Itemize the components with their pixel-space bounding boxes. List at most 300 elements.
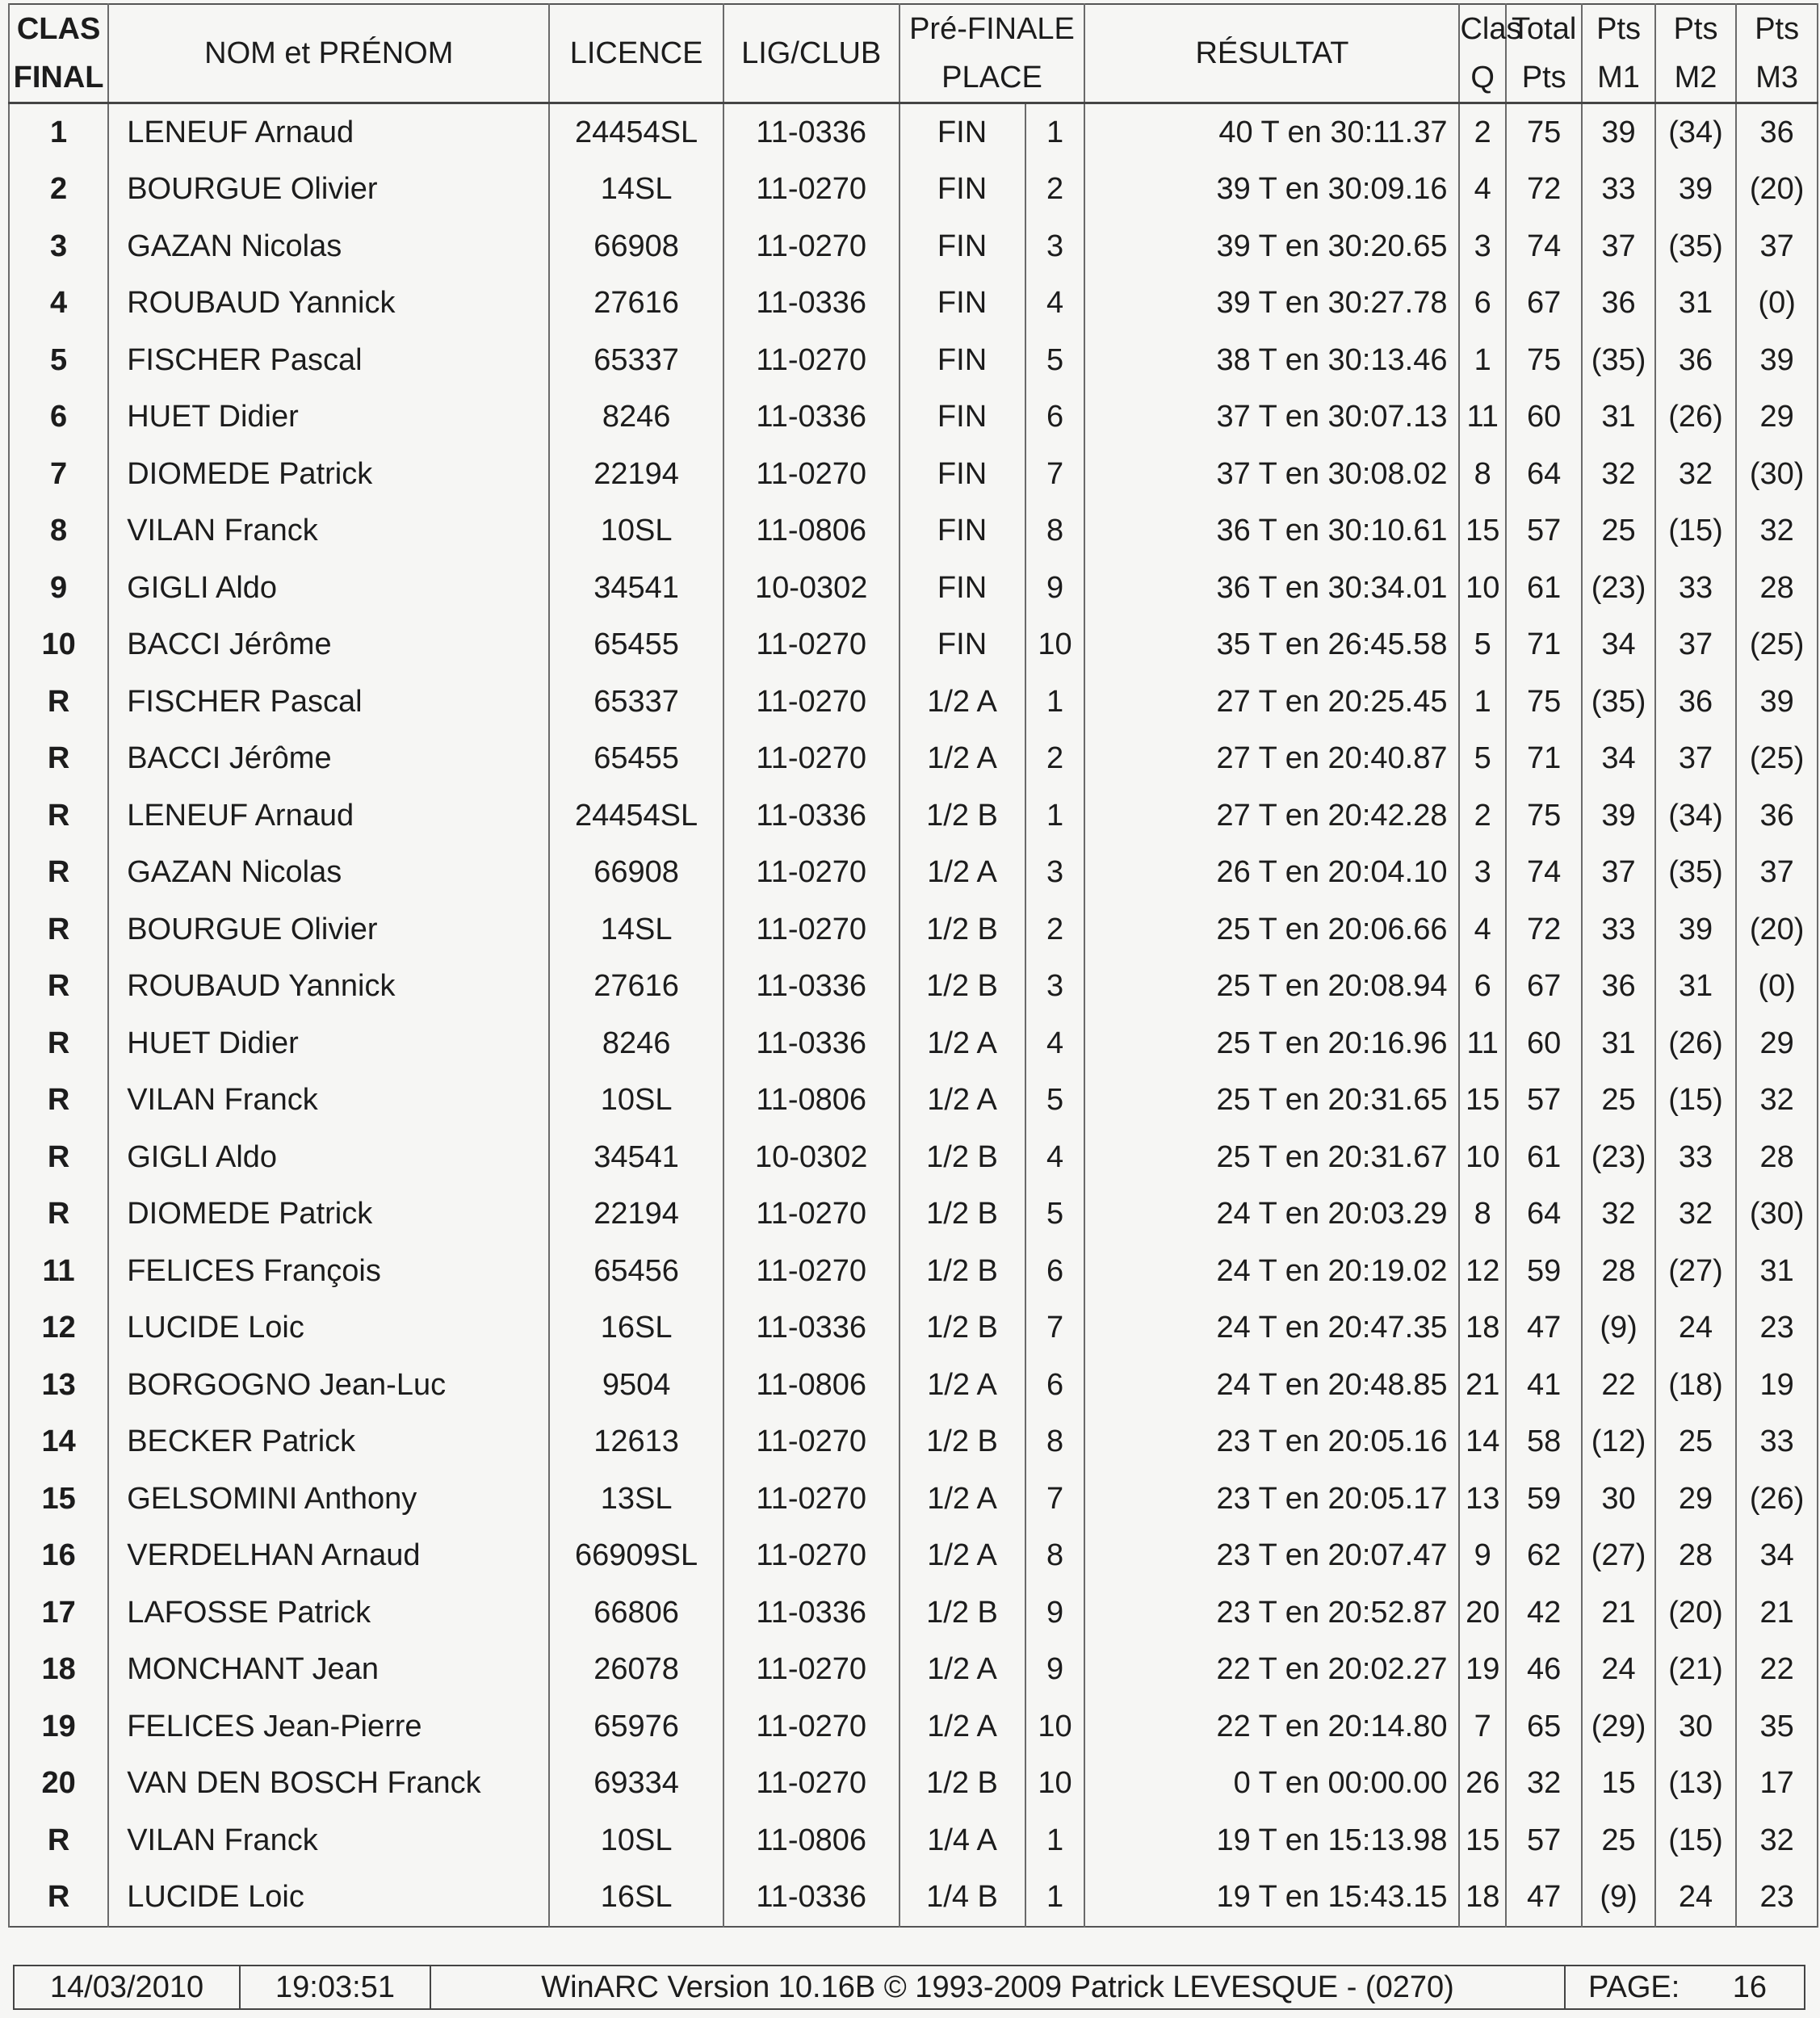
cell-pts-m2: (27) [1655,1243,1737,1300]
table-row [9,1812,1818,1869]
cell-club: 11-0336 [723,1300,900,1357]
cell-result: 23 T en 20:05.17 [1084,1470,1459,1528]
cell-pts-m1: (23) [1582,1129,1654,1186]
table-row [9,103,1818,162]
cell-name: LAFOSSE Patrick [108,1584,549,1642]
cell-licence: 65456 [549,1243,723,1300]
cell-pts-m3: (30) [1736,446,1818,503]
cell-place: 1 [1025,103,1085,162]
cell-phase: FIN [900,389,1025,447]
cell-name: BACCI Jérôme [108,731,549,788]
cell-total: 74 [1506,218,1582,275]
cell-result: 39 T en 30:20.65 [1084,218,1459,275]
cell-result: 38 T en 30:13.46 [1084,332,1459,389]
cell-licence: 22194 [549,1186,723,1244]
cell-pts-m3: (25) [1736,617,1818,674]
cell-total: 75 [1506,103,1582,162]
cell-phase: 1/2 B [900,1243,1025,1300]
cell-total: 41 [1506,1357,1582,1414]
cell-clas-q: 12 [1459,1243,1505,1300]
cell-rank: R [9,1129,108,1186]
cell-pts-m1: (35) [1582,673,1654,731]
cell-result: 23 T en 20:52.87 [1084,1584,1459,1642]
cell-pts-m3: 29 [1736,1015,1818,1072]
cell-place: 5 [1025,1186,1085,1244]
cell-clas-q: 3 [1459,845,1505,902]
cell-club: 11-0336 [723,1015,900,1072]
cell-clas-q: 18 [1459,1300,1505,1357]
cell-pts-m2: 33 [1655,1129,1737,1186]
cell-result: 25 T en 20:16.96 [1084,1015,1459,1072]
cell-licence: 8246 [549,1015,723,1072]
cell-result: 36 T en 30:10.61 [1084,503,1459,560]
table-row [9,1243,1818,1300]
cell-pts-m1: (12) [1582,1414,1654,1471]
cell-pts-m1: (9) [1582,1869,1654,1928]
cell-rank: R [9,901,108,959]
cell-pts-m3: 39 [1736,673,1818,731]
cell-phase: FIN [900,275,1025,333]
cell-clas-q: 7 [1459,1698,1505,1756]
cell-phase: 1/2 A [900,845,1025,902]
cell-pts-m3: 34 [1736,1528,1818,1585]
cell-result: 24 T en 20:19.02 [1084,1243,1459,1300]
cell-name: VAN DEN BOSCH Franck [108,1756,549,1813]
table-row [9,1072,1818,1130]
cell-total: 58 [1506,1414,1582,1471]
cell-pts-m3: 32 [1736,1072,1818,1130]
cell-total: 62 [1506,1528,1582,1585]
cell-name: ROUBAUD Yannick [108,275,549,333]
cell-place: 4 [1025,1015,1085,1072]
cell-club: 11-0806 [723,1072,900,1130]
cell-clas-q: 2 [1459,103,1505,162]
cell-result: 26 T en 20:04.10 [1084,845,1459,902]
header-total-2: Pts [1506,53,1582,103]
cell-club: 11-0270 [723,901,900,959]
cell-result: 39 T en 30:09.16 [1084,162,1459,219]
cell-phase: 1/2 A [900,1642,1025,1699]
cell-rank: R [9,731,108,788]
table-row [9,1470,1818,1528]
cell-licence: 8246 [549,389,723,447]
cell-name: LUCIDE Loic [108,1300,549,1357]
cell-pts-m3: 28 [1736,1129,1818,1186]
cell-phase: 1/2 B [900,1129,1025,1186]
cell-pts-m3: 23 [1736,1300,1818,1357]
cell-place: 9 [1025,1584,1085,1642]
cell-place: 7 [1025,1300,1085,1357]
cell-pts-m2: 33 [1655,560,1737,617]
cell-name: BECKER Patrick [108,1414,549,1471]
cell-place: 1 [1025,673,1085,731]
cell-pts-m3: 22 [1736,1642,1818,1699]
cell-pts-m3: (30) [1736,1186,1818,1244]
cell-total: 57 [1506,503,1582,560]
cell-phase: FIN [900,617,1025,674]
table-row [9,162,1818,219]
cell-place: 6 [1025,1357,1085,1414]
cell-pts-m1: (29) [1582,1698,1654,1756]
cell-pts-m2: 39 [1655,901,1737,959]
cell-place: 10 [1025,1756,1085,1813]
cell-licence: 14SL [549,162,723,219]
cell-pts-m2: (15) [1655,1812,1737,1869]
cell-clas-q: 19 [1459,1642,1505,1699]
cell-pts-m1: 36 [1582,959,1654,1016]
cell-club: 11-0270 [723,446,900,503]
cell-result: 24 T en 20:47.35 [1084,1300,1459,1357]
results-table [8,3,1818,1928]
cell-name: FELICES François [108,1243,549,1300]
cell-pts-m2: (34) [1655,787,1737,845]
header-clas-final-2: FINAL [9,53,108,103]
cell-result: 19 T en 15:13.98 [1084,1812,1459,1869]
header-m2-2: M2 [1655,53,1737,103]
cell-place: 3 [1025,959,1085,1016]
cell-place: 10 [1025,1698,1085,1756]
cell-result: 27 T en 20:40.87 [1084,731,1459,788]
cell-licence: 34541 [549,1129,723,1186]
cell-total: 74 [1506,845,1582,902]
cell-place: 8 [1025,1528,1085,1585]
cell-pts-m2: (20) [1655,1584,1737,1642]
cell-pts-m1: 37 [1582,845,1654,902]
cell-licence: 13SL [549,1470,723,1528]
cell-licence: 24454SL [549,787,723,845]
cell-club: 11-0336 [723,103,900,162]
cell-licence: 12613 [549,1414,723,1471]
cell-licence: 27616 [549,959,723,1016]
cell-pts-m2: 30 [1655,1698,1737,1756]
cell-total: 57 [1506,1812,1582,1869]
cell-place: 3 [1025,845,1085,902]
cell-club: 10-0302 [723,1129,900,1186]
cell-result: 25 T en 20:08.94 [1084,959,1459,1016]
cell-phase: 1/2 A [900,731,1025,788]
cell-total: 47 [1506,1300,1582,1357]
cell-phase: 1/2 A [900,1470,1025,1528]
cell-result: 24 T en 20:03.29 [1084,1186,1459,1244]
cell-total: 75 [1506,787,1582,845]
cell-phase: FIN [900,560,1025,617]
cell-result: 37 T en 30:07.13 [1084,389,1459,447]
cell-club: 11-0336 [723,1584,900,1642]
table-row [9,1869,1818,1928]
cell-total: 46 [1506,1642,1582,1699]
cell-club: 11-0270 [723,617,900,674]
cell-place: 4 [1025,1129,1085,1186]
cell-total: 67 [1506,959,1582,1016]
header-name: NOM et PRÉNOM [108,4,549,103]
cell-clas-q: 1 [1459,673,1505,731]
cell-pts-m1: 34 [1582,731,1654,788]
cell-pts-m2: 32 [1655,446,1737,503]
cell-pts-m1: 32 [1582,446,1654,503]
cell-pts-m2: (26) [1655,389,1737,447]
cell-rank: 13 [9,1357,108,1414]
header-clasq-1: Clas [1459,4,1505,53]
cell-place: 2 [1025,162,1085,219]
table-row [9,1300,1818,1357]
cell-rank: R [9,673,108,731]
table-row [9,332,1818,389]
cell-pts-m3: (20) [1736,162,1818,219]
cell-name: VILAN Franck [108,1812,549,1869]
cell-club: 11-0270 [723,332,900,389]
cell-rank: 14 [9,1414,108,1471]
cell-place: 1 [1025,1812,1085,1869]
cell-phase: 1/2 A [900,1357,1025,1414]
cell-licence: 65337 [549,332,723,389]
table-row [9,1129,1818,1186]
cell-phase: FIN [900,503,1025,560]
cell-total: 75 [1506,332,1582,389]
cell-club: 11-0270 [723,1470,900,1528]
cell-phase: 1/2 A [900,1698,1025,1756]
cell-pts-m2: (34) [1655,103,1737,162]
cell-rank: 17 [9,1584,108,1642]
cell-phase: 1/2 B [900,1186,1025,1244]
cell-result: 27 T en 20:42.28 [1084,787,1459,845]
cell-place: 9 [1025,1642,1085,1699]
cell-pts-m3: 32 [1736,503,1818,560]
footer-page [1566,1966,1804,2008]
cell-total: 59 [1506,1470,1582,1528]
cell-pts-m3: 28 [1736,560,1818,617]
results-body [9,103,1818,1928]
cell-pts-m2: 28 [1655,1528,1737,1585]
footer-page-number: 16 [1732,1970,1767,2004]
cell-clas-q: 15 [1459,1812,1505,1869]
cell-phase: 1/2 A [900,1072,1025,1130]
cell-result: 22 T en 20:02.27 [1084,1642,1459,1699]
cell-rank: 19 [9,1698,108,1756]
cell-club: 11-0336 [723,389,900,447]
cell-pts-m2: 32 [1655,1186,1737,1244]
cell-name: VILAN Franck [108,1072,549,1130]
cell-clas-q: 8 [1459,446,1505,503]
cell-rank: 18 [9,1642,108,1699]
footer-date: 14/03/2010 [15,1966,241,2008]
cell-licence: 69334 [549,1756,723,1813]
cell-pts-m1: 31 [1582,1015,1654,1072]
table-row [9,1584,1818,1642]
cell-clas-q: 15 [1459,503,1505,560]
cell-total: 61 [1506,560,1582,617]
header-resultat: RÉSULTAT [1084,4,1459,103]
cell-place: 2 [1025,901,1085,959]
cell-licence: 24454SL [549,103,723,162]
header-clas-final-1: CLAS [9,4,108,53]
cell-pts-m2: 39 [1655,162,1737,219]
cell-pts-m3: 36 [1736,787,1818,845]
header-m1-1: Pts [1582,4,1654,53]
cell-club: 11-0270 [723,1186,900,1244]
cell-total: 57 [1506,1072,1582,1130]
cell-pts-m2: 29 [1655,1470,1737,1528]
cell-licence: 10SL [549,1812,723,1869]
header-clasq-2: Q [1459,53,1505,103]
cell-rank: R [9,1072,108,1130]
table-row [9,1015,1818,1072]
cell-club: 11-0336 [723,787,900,845]
footer-version: WinARC Version 10.16B © 1993-2009 Patrick LEVESQUE - (0270) [431,1966,1566,2008]
table-row [9,560,1818,617]
table-row [9,1414,1818,1471]
cell-rank: 20 [9,1756,108,1813]
cell-club: 11-0806 [723,1357,900,1414]
cell-rank: 3 [9,218,108,275]
header-prefinale: Pré-FINALE [900,4,1085,53]
cell-rank: 7 [9,446,108,503]
cell-place: 8 [1025,1414,1085,1471]
cell-club: 11-0336 [723,959,900,1016]
cell-rank: R [9,787,108,845]
cell-clas-q: 4 [1459,901,1505,959]
cell-pts-m3: (0) [1736,275,1818,333]
cell-place: 6 [1025,1243,1085,1300]
cell-clas-q: 21 [1459,1357,1505,1414]
cell-phase: FIN [900,162,1025,219]
cell-rank: R [9,1186,108,1244]
cell-name: HUET Didier [108,1015,549,1072]
cell-club: 11-0270 [723,1698,900,1756]
cell-clas-q: 5 [1459,617,1505,674]
cell-name: FISCHER Pascal [108,673,549,731]
cell-pts-m2: (18) [1655,1357,1737,1414]
cell-rank: 8 [9,503,108,560]
cell-pts-m1: 37 [1582,218,1654,275]
cell-licence: 65976 [549,1698,723,1756]
cell-result: 24 T en 20:48.85 [1084,1357,1459,1414]
cell-pts-m1: 33 [1582,901,1654,959]
table-row [9,389,1818,447]
cell-licence: 16SL [549,1300,723,1357]
cell-phase: 1/4 B [900,1869,1025,1928]
cell-name: DIOMEDE Patrick [108,1186,549,1244]
cell-total: 75 [1506,673,1582,731]
cell-pts-m3: 23 [1736,1869,1818,1928]
cell-total: 59 [1506,1243,1582,1300]
cell-name: GIGLI Aldo [108,560,549,617]
cell-pts-m2: 24 [1655,1869,1737,1928]
cell-pts-m3: (25) [1736,731,1818,788]
header-m2-1: Pts [1655,4,1737,53]
cell-pts-m1: 21 [1582,1584,1654,1642]
cell-licence: 66908 [549,218,723,275]
cell-place: 9 [1025,560,1085,617]
cell-clas-q: 1 [1459,332,1505,389]
cell-phase: FIN [900,332,1025,389]
cell-licence: 22194 [549,446,723,503]
table-row [9,959,1818,1016]
cell-pts-m3: 33 [1736,1414,1818,1471]
cell-place: 3 [1025,218,1085,275]
cell-rank: R [9,1812,108,1869]
cell-name: DIOMEDE Patrick [108,446,549,503]
footer-page-label: PAGE: [1588,1970,1680,2004]
cell-name: BOURGUE Olivier [108,162,549,219]
cell-club: 11-0270 [723,731,900,788]
cell-rank: 12 [9,1300,108,1357]
cell-clas-q: 14 [1459,1414,1505,1471]
cell-place: 5 [1025,1072,1085,1130]
cell-licence: 34541 [549,560,723,617]
cell-place: 8 [1025,503,1085,560]
cell-clas-q: 2 [1459,787,1505,845]
cell-rank: 2 [9,162,108,219]
cell-rank: 6 [9,389,108,447]
cell-name: LENEUF Arnaud [108,787,549,845]
cell-club: 11-0270 [723,162,900,219]
cell-rank: 4 [9,275,108,333]
cell-pts-m3: (20) [1736,901,1818,959]
cell-pts-m1: 15 [1582,1756,1654,1813]
cell-pts-m1: 31 [1582,389,1654,447]
cell-clas-q: 10 [1459,1129,1505,1186]
cell-phase: 1/2 A [900,1528,1025,1585]
cell-pts-m3: (26) [1736,1470,1818,1528]
table-row [9,1642,1818,1699]
cell-pts-m3: 19 [1736,1357,1818,1414]
table-row [9,845,1818,902]
cell-clas-q: 10 [1459,560,1505,617]
cell-club: 11-0336 [723,275,900,333]
cell-clas-q: 5 [1459,731,1505,788]
cell-licence: 65337 [549,673,723,731]
table-row [9,617,1818,674]
cell-pts-m1: 33 [1582,162,1654,219]
cell-pts-m2: (35) [1655,845,1737,902]
cell-rank: 16 [9,1528,108,1585]
cell-phase: 1/2 A [900,1015,1025,1072]
cell-licence: 27616 [549,275,723,333]
table-row [9,1357,1818,1414]
cell-phase: 1/2 B [900,1756,1025,1813]
cell-club: 10-0302 [723,560,900,617]
cell-name: BOURGUE Olivier [108,901,549,959]
cell-place: 10 [1025,617,1085,674]
cell-club: 11-0336 [723,1869,900,1928]
cell-phase: 1/2 B [900,1414,1025,1471]
table-row [9,275,1818,333]
cell-clas-q: 18 [1459,1869,1505,1928]
cell-clas-q: 20 [1459,1584,1505,1642]
cell-rank: R [9,959,108,1016]
cell-total: 60 [1506,1015,1582,1072]
cell-club: 11-0270 [723,1528,900,1585]
cell-pts-m3: 36 [1736,103,1818,162]
cell-licence: 65455 [549,731,723,788]
cell-pts-m1: (23) [1582,560,1654,617]
cell-clas-q: 8 [1459,1186,1505,1244]
cell-pts-m1: 39 [1582,787,1654,845]
cell-name: LUCIDE Loic [108,1869,549,1928]
cell-phase: 1/2 B [900,1300,1025,1357]
cell-licence: 16SL [549,1869,723,1928]
cell-pts-m1: (35) [1582,332,1654,389]
cell-rank: 5 [9,332,108,389]
cell-clas-q: 4 [1459,162,1505,219]
cell-licence: 9504 [549,1357,723,1414]
cell-phase: 1/2 B [900,959,1025,1016]
cell-pts-m2: 36 [1655,332,1737,389]
cell-name: VILAN Franck [108,503,549,560]
report-footer [13,1965,1805,2010]
cell-pts-m2: 24 [1655,1300,1737,1357]
table-row [9,673,1818,731]
